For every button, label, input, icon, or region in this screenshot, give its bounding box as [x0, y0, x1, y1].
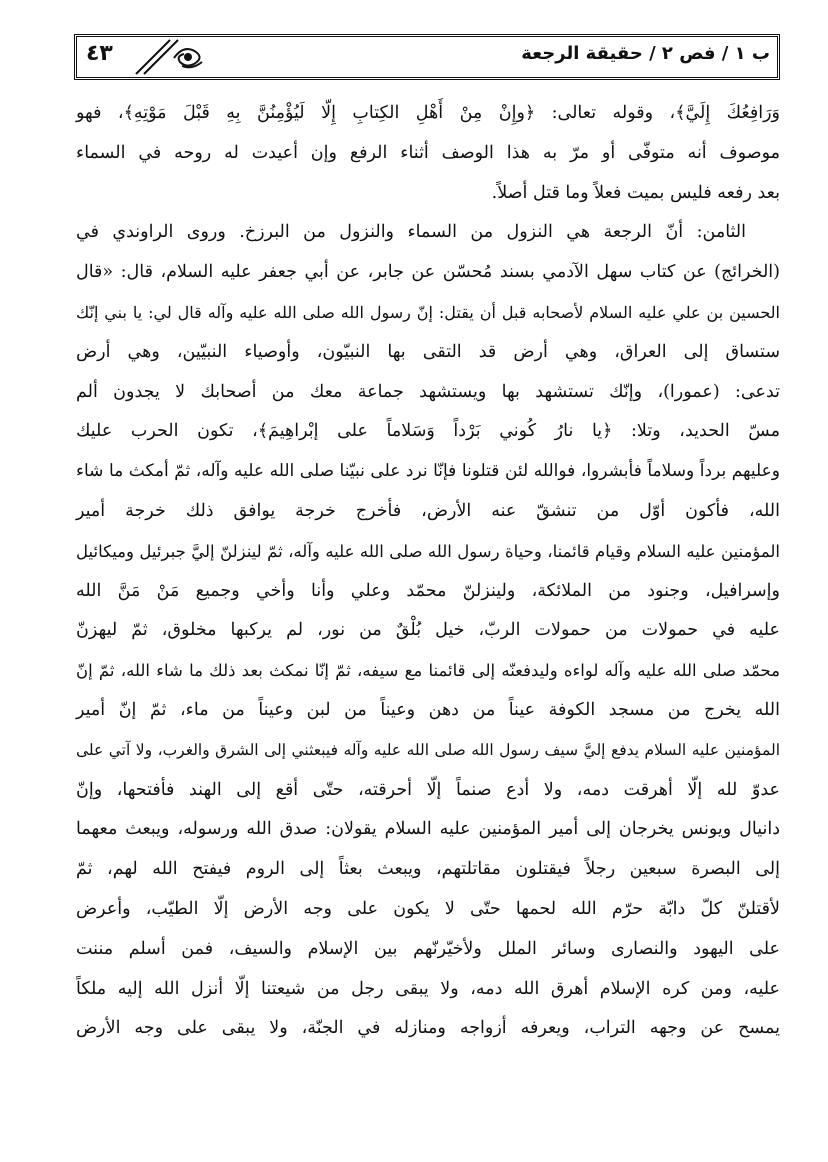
text-line: عليه، ومن كره الإسلام أهرق الله دمه، ولا يبقى رجل من شيعتنا إلّا أنزل الله إليه ملكاً	[76, 978, 780, 999]
text-line: وَرَافِعُكَ إِلَيَّ﴾، وقوله تعالى: ﴿وإِنْ مِنْ أَهْلِ الكِتابِ إِلّا لَيُؤْمِنُنَّ بِهِ قَبْلَ مَوْتِهِ﴾، فهو	[76, 103, 780, 123]
text-line: إلى البصرة سبعين رجلاً فيقتلون مقاتلتهم، ويبعث بعثاً إلى الروم فيفتح الله لهم، ثمّ	[76, 859, 780, 880]
text-line: ستساق إلى العراق، وهي أرض قد التقى بها النبيّون، وأوصياء النبيّين، وهي أرض	[76, 341, 780, 362]
text-line: دانيال ويونس يخرجان إلى أمير المؤمنين عليه السلام يقولان: صدق الله ورسوله، ويبعث معهما	[76, 819, 780, 840]
ornament-icon	[130, 38, 220, 76]
page-body	[76, 94, 780, 1049]
text-line: المؤمنين عليه السلام يدفع إليَّ سيف رسول الله صلى الله عليه وآله فيبعثني إلى الشرق والغرب، ولا آتي على	[76, 740, 780, 759]
running-title: ب ١ / فص ٢ / حقيقة الرجعة	[521, 43, 770, 64]
text-line: وإسرافيل، وجنود من الملائكة، ولينزلنّ محمّد وعلي وأنا وأخي وجميع مَنْ مَنَّ الله	[76, 580, 780, 601]
text-line: المؤمنين عليه السلام وقيام قائمنا، وحياة رسول الله صلى الله عليه وآله، ثمّ لينزلنّ إليَّ جبرئيل وميكائيل	[76, 541, 780, 561]
text-line: لأقتلنّ كلّ دابّة حرّم الله لحمها حتّى لا يكون على وجه الأرض إلّا الطيّب، وأعرض	[76, 898, 780, 919]
text-line: يمسح عن وجهه التراب، ويعرفه أزواجه ومنازله في الجنّة، ولا يبقى على وجه الأرض	[76, 1018, 780, 1039]
paragraph	[76, 94, 780, 213]
text-line: تدعى: (عمورا)، وإنّك تستشهد بها ويستشهد جماعة معك من أصحابك لا يجدون ألم	[76, 381, 780, 402]
text-line: (الخرائج) عن كتاب سهل الآدمي بسند مُحسّن عن جابر، عن أبي جعفر عليه السلام، قال: «قال	[76, 262, 780, 283]
page-header	[74, 34, 780, 80]
text-line: محمّد صلى الله عليه وآله لواءه وليدفعنّه إلى قائمنا مع سيفه، ثمّ إنّا نمكث بعد ذلك ما شاء الله، ثمّ إنّ	[76, 661, 780, 681]
text-line: عدوّ لله إلّا أهرقت دمه، ولا أدع صنماً إلّا أحرقته، حتّى أقع إلى الهند فأفتحها، وإنّ	[76, 779, 780, 800]
text-line: الله يخرج من مسجد الكوفة عيناً من دهن وعيناً من لبن وعيناً من ماء، ثمّ إنّ أمير	[76, 699, 780, 720]
paragraph	[76, 213, 780, 1049]
text-line: الله، فأكون أوّل من تنشقّ عنه الأرض، فأخرج خرجة يوافق ذلك خرجة أمير	[76, 500, 780, 521]
text-line: الثامن: أنّ الرجعة هي النزول من السماء والنزول من البرزخ. وروى الراوندي في	[76, 222, 746, 243]
text-line: مسّ الحديد، وتلا: ﴿يا نارُ كُوني بَرْداً وَسَلاماً على إبْراهِيمَ﴾، تكون الحرب عليك	[76, 421, 780, 442]
text-line: على اليهود والنصارى وسائر الملل ولأخيّرنّهم بين الإسلام والسيف، فمن أسلم مننت	[76, 938, 780, 959]
page-number: ٤٣	[86, 41, 113, 66]
text-line: عليه في حمولات من حمولات الربّ، خيل بُلْقٌ من نور، لم يركبها مخلوق، ثمّ ليهزنّ	[76, 620, 780, 641]
text-line: موصوف أنه متوفّى أو مرّ به هذا الوصف أثناء الرفع وإن أعيدت له روحه في السماء	[76, 142, 780, 163]
text-line: وعليهم برداً وسلاماً فأبشروا، فوالله لئن قتلونا فإنّا نرد على نبيّنا صلى الله عليه وآله، ثمّ أمكث ما شاء	[76, 461, 780, 482]
text-line: الحسين بن علي عليه السلام لأصحابه قبل أن يقتل: إنّ رسول الله صلى الله عليه وآله قال لي: يا بني إنّك	[76, 302, 780, 322]
text-line: بعد رفعه فليس بميت فعلاً وما قتل أصلاً.	[491, 182, 780, 203]
